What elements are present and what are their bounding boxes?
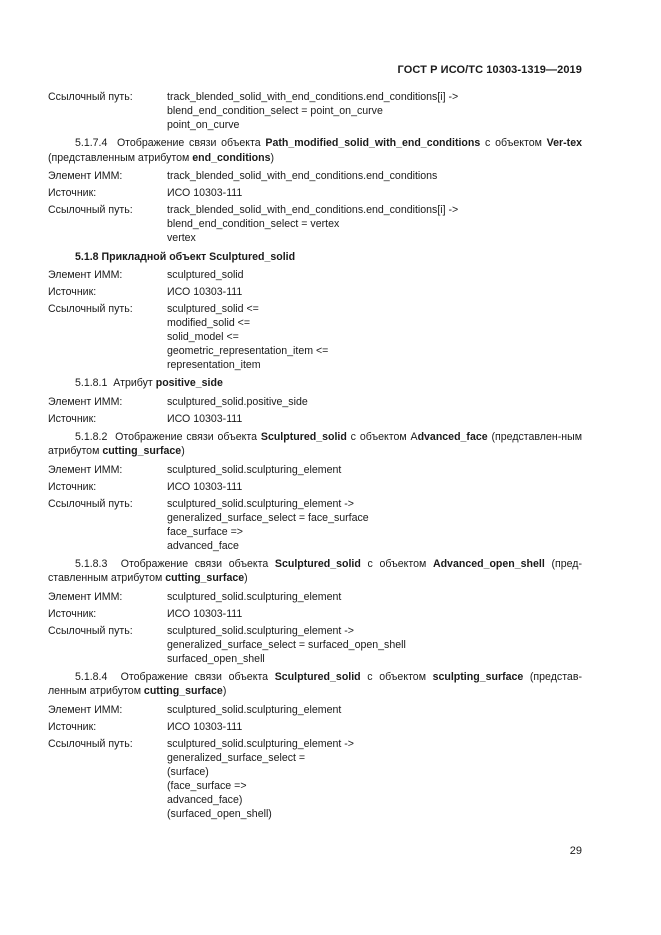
section-5-1-8-2-paragraph: 5.1.8.2 Отображение связи объекта Sculptured_solid с объектом Advanced_face (представлен-ным атрибутом cutting_surface)	[48, 430, 583, 457]
refpath-line: (face_surface =>	[167, 779, 247, 792]
source-value: ИСО 10303-111	[167, 720, 243, 733]
element-row	[48, 169, 582, 183]
field-label: Источник:	[48, 607, 97, 620]
field-label: Ссылочный путь:	[48, 624, 133, 637]
refpath-row	[48, 497, 582, 553]
field-label: Элемент ИММ:	[48, 269, 123, 281]
refpath-line: vertex	[167, 232, 196, 244]
element-row	[48, 590, 582, 604]
refpath-line: sculptured_solid.sculpturing_element ->	[167, 497, 354, 510]
element-value: sculptured_solid	[167, 269, 244, 281]
source-value: ИСО 10303-111	[167, 286, 243, 298]
field-label: Источник:	[48, 412, 97, 425]
element-value: sculptured_solid.sculpturing_element	[167, 463, 342, 476]
element-value: sculptured_solid.positive_side	[167, 395, 308, 408]
refpath-line: face_surface =>	[167, 525, 243, 538]
source-row	[48, 720, 582, 734]
refpath-row	[48, 302, 582, 372]
refpath-row	[48, 90, 582, 132]
element-row	[48, 703, 582, 717]
field-label: Источник:	[48, 187, 97, 199]
section-5-1-8-1-paragraph: 5.1.8.1 Атрибут positive_side	[75, 377, 223, 389]
field-label: Элемент ИММ:	[48, 170, 123, 182]
field-label: Ссылочный путь:	[48, 204, 133, 216]
section-5-1-8-4-paragraph: 5.1.8.4 Отображение связи объекта Sculptured_solid с объектом sculpting_surface (представ-ленным атрибутом cutting_surface)	[48, 670, 582, 697]
element-value: sculptured_solid.sculpturing_element	[167, 703, 342, 716]
source-value: ИСО 10303-111	[167, 607, 243, 620]
refpath-line: point_on_curve	[167, 119, 240, 131]
refpath-line: geometric_representation_item <=	[167, 345, 329, 357]
element-row	[48, 268, 582, 282]
refpath-value	[167, 737, 582, 821]
field-label: Элемент ИММ:	[48, 703, 123, 716]
source-row	[48, 412, 582, 426]
refpath-line: generalized_surface_select = face_surface	[167, 511, 369, 524]
element-row	[48, 395, 582, 409]
source-row	[48, 186, 582, 200]
element-value: sculptured_solid.sculpturing_element	[167, 590, 342, 603]
page-content	[48, 90, 582, 821]
refpath-line: generalized_surface_select =	[167, 751, 306, 764]
field-label: Ссылочный путь:	[48, 737, 133, 750]
refpath-line: representation_item	[167, 359, 261, 371]
section-5-1-8-heading: 5.1.8 Прикладной объект Sculptured_solid	[75, 251, 296, 263]
refpath-line: sculptured_solid <=	[167, 303, 259, 315]
refpath-line: solid_model <=	[167, 331, 239, 343]
refpath-line: track_blended_solid_with_end_conditions.end_conditions[i] ->	[167, 91, 459, 103]
refpath-value	[167, 203, 582, 245]
field-label: Ссылочный путь:	[48, 497, 133, 510]
source-row	[48, 480, 582, 494]
refpath-line: sculptured_solid.sculpturing_element ->	[167, 624, 354, 637]
field-label: Ссылочный путь:	[48, 303, 133, 315]
refpath-line: advanced_face	[167, 539, 239, 552]
refpath-row	[48, 624, 582, 666]
refpath-value	[167, 90, 582, 132]
refpath-line: blend_end_condition_select = vertex	[167, 218, 340, 230]
refpath-row	[48, 203, 582, 245]
element-value: track_blended_solid_with_end_conditions.end_conditions	[167, 170, 438, 182]
field-label: Элемент ИММ:	[48, 395, 123, 408]
section-5-1-7-4-paragraph: 5.1.7.4 Отображение связи объекта Path_modified_solid_with_end_conditions с объектом Ver-tex (представленным атрибутом end_conditions)	[48, 137, 582, 164]
source-row	[48, 607, 582, 621]
refpath-line: (surface)	[167, 765, 209, 778]
refpath-line: advanced_face)	[167, 793, 243, 806]
refpath-line: surfaced_open_shell	[167, 652, 265, 665]
field-label: Источник:	[48, 720, 97, 733]
refpath-line: (surfaced_open_shell)	[167, 807, 272, 820]
refpath-row	[48, 737, 582, 821]
source-row	[48, 285, 582, 299]
refpath-line: blend_end_condition_select = point_on_curve	[167, 105, 383, 117]
refpath-line: track_blended_solid_with_end_conditions.end_conditions[i] ->	[167, 204, 459, 216]
refpath-value	[167, 302, 582, 372]
refpath-value	[167, 624, 582, 666]
refpath-line: sculptured_solid.sculpturing_element ->	[167, 737, 354, 750]
field-label: Источник:	[48, 480, 97, 493]
refpath-value	[167, 497, 582, 553]
source-value: ИСО 10303-111	[167, 480, 243, 493]
page-header: ГОСТ Р ИСО/ТС 10303-1319—2019	[397, 64, 582, 76]
field-label: Источник:	[48, 286, 97, 298]
element-row	[48, 463, 582, 477]
refpath-line: modified_solid <=	[167, 317, 251, 329]
field-label: Элемент ИММ:	[48, 463, 123, 476]
source-value: ИСО 10303-111	[167, 412, 243, 425]
section-5-1-8-3-paragraph: 5.1.8.3 Отображение связи объекта Sculptured_solid с объектом Advanced_open_shell (пред-ставленным атрибутом cutting_surface)	[48, 557, 583, 584]
source-value: ИСО 10303-111	[167, 187, 243, 199]
refpath-line: generalized_surface_select = surfaced_open_shell	[167, 638, 406, 651]
field-label: Элемент ИММ:	[48, 590, 123, 603]
field-label: Ссылочный путь:	[48, 91, 133, 103]
page-number: 29	[569, 845, 582, 857]
